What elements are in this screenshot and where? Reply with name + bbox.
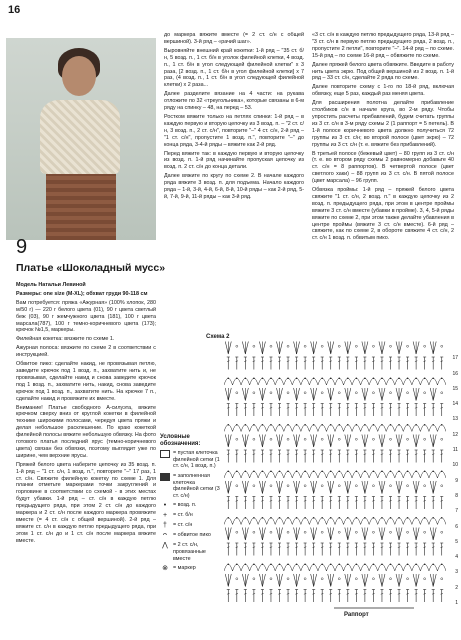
- legend-text: = ст. с/н: [173, 522, 193, 529]
- row-number: 15: [452, 385, 458, 392]
- text-column-2: [164, 32, 304, 332]
- empty-cell-icon: [160, 450, 170, 458]
- photo-skirt: [46, 174, 116, 240]
- row-number: 2: [455, 584, 458, 591]
- paragraph: Ажурная полоса: вязжите по схеме 2 в соответствии с инструкцией.: [16, 345, 156, 359]
- chart-row: [227, 543, 443, 556]
- text-column-1: [16, 282, 156, 634]
- legend-item: [160, 502, 222, 509]
- legend-text: = заполненная клеточка филейной сетки (3 ст. с/н): [173, 472, 220, 499]
- decrease-icon: ⋀: [162, 542, 168, 550]
- paragraph: В третьей полосе (бежевый цвет) – 80 групп из 3 ст. с/н (т. е. во втором ряду схемы 2 равномерно добавьте 40 ст. с/н = 8 раппортов). В четвертой полосе (цвет светлого хаки) – 88 групп из 3 ст. с/н. В пятой полосе (цвет марсала) – 96 групп.: [312, 150, 454, 185]
- row-number: 5: [455, 538, 458, 545]
- row-number: 4: [455, 554, 458, 561]
- legend-text: = 2 ст. с/н, провязанные вместе: [173, 542, 206, 562]
- chart-row: [227, 497, 443, 510]
- legend-text: = ст. б/н: [173, 512, 193, 519]
- row-number: 7: [455, 508, 458, 515]
- paragraph: Выровняйте внешний край кокетки: 1-й ряд – "35 ст. б/н, 5 возд. п., 1 ст. б/н в уголок филейной клетки, 4 возд. п., 1 ст. б/н в угол следующей филейной клетки" х 3 раза, [2 возд. п., 1 ст. б/н в угол филейной клетки] х 7 раз, (4 возд. п., 1 ст. б/н в угол следующей филейной клетки) x 2 раза...: [164, 47, 304, 89]
- photo-lace-top: [40, 100, 120, 174]
- article-number: 9: [16, 236, 28, 258]
- paragraph: «3 ст. с/н в каждую петлю предыдущего ряда, 13-й ряд – "3 ст. с/н в первую петлю предыдущего ряда, 2 возд. п., пропустите 2 петли", повторите "–". 14-й ряд – по схеме. 15-й ряд – по схеме 16-й ряд – обвяжите по схеме.: [312, 32, 454, 59]
- legend-title: Условные обозначения:: [160, 434, 201, 447]
- chart-row: [227, 590, 443, 603]
- sizes-line: Размеры: one size (M-XL); обхват груди 90-118 см: [16, 290, 148, 297]
- chart-row: [225, 342, 442, 355]
- paragraph: Далее пряжей белого цвета обвяжите. Введите в работу нить цвета экрю. Под общей вершиной из 2 возд. п. 1-й ряд – 33 ст. с/н, сделайте 2 ряда по схеме.: [312, 61, 454, 82]
- row-number: 14: [452, 401, 458, 408]
- paragraph: Пряжей белого цвета наберите цепочку из 35 возд. п. 1-й ряд – "1 ст. с/н, 1 возд. п.", повторите "–" 17 раз, 1 ст. с/н. Свяжите филейную кокетку по схеме 1. Для планки отметьте маркерами точки закруглений и горловине в соответствии со схемой - в этих местах будут убавки. 1-й ряд – ст. с/н в каждую петлю предыдущего ряда, при этом 2 ст. с/н до каждого маркера и 2 ст. с/н после каждого маркера провяжите вместе (= 4 ст. с/н с общей вершиной). 2-й ряд – вяжите ст. с/н в каждую петлю предыдущего ряда, при этом 1 ст. с/н до и 1 ст. с/н после маркера вяжите вместе.: [16, 461, 156, 544]
- legend: [160, 434, 222, 575]
- legend-text: = маркер: [173, 565, 196, 572]
- legend-item: [160, 565, 222, 572]
- legend-item: [160, 542, 222, 562]
- paragraph: Обвитое пико: сделайте накид, не провязывая петлю, заведите крючок под 1 возд. п., захватите нить и, не провязывая, сделайте накид и снова заведите крючок под 1 возд. п., захватите нить, накид, снова заведите крючок под 1 возд. п., захватите нить. На крючке 7 п., сделайте накид и провяжите их вместе.: [16, 361, 156, 402]
- row-number: 8: [455, 492, 458, 499]
- chart-row: [225, 388, 442, 401]
- paragraph: Перед вяжите так: в каждую первую и вторую цепочку из возд. п. 1-й ряд начинайте пропуская цепочку из возд. п. 2 ст. с/н до конца детали.: [164, 150, 304, 171]
- chart-row: [224, 517, 446, 525]
- scheme-label: Схема 2: [206, 334, 230, 340]
- chart-row: [225, 435, 442, 448]
- paragraph: Ростком вяжите только на петлях спинки: 1-й ряд – в каждую первую и вторую цепочку из 3 возд. п. – "2 ст. с/н, 3 возд. п., 2 ст. с/н", повторите "–" 4 ст. с/н, 2-й ряд – "1 ст. с/н", пропустите 1 возд. п.", повторите "–" до конца ряда, 3-4-й ряды – вяжите как 2-й ряд.: [164, 113, 304, 148]
- chart-row: [224, 377, 446, 385]
- chart-row: [224, 470, 446, 478]
- paragraph: Филейная кокетка: вязжите по схеме 1.: [16, 336, 115, 343]
- row-number: 11: [452, 447, 458, 453]
- model-photo: [6, 38, 156, 240]
- legend-item: [160, 532, 222, 539]
- chart-row: [227, 450, 443, 463]
- row-number: 1: [455, 600, 458, 606]
- row-number: 10: [452, 462, 458, 469]
- chart-row: [225, 528, 442, 541]
- legend-text: = пустая клеточка филейной сетки (1 ст. с/н, 1 возд. п.): [173, 450, 220, 470]
- page-number: 16: [8, 4, 21, 16]
- picot-icon: ᴖ: [163, 532, 167, 540]
- rapport-label: Раппорт: [344, 612, 369, 618]
- row-number: 9: [455, 477, 458, 484]
- paragraph: Обвязка проймы: 1-й ряд – пряжей белого цвета свяжите "1 ст. с/н, 2 возд. п." в каждую цепочку из 2 возд. п. предыдущего ряда, при этом в центре проймы вяжите 3 ст. с/н вместе (убавки в пройме). 3, 4, 5-й ряды вяжите по схеме 2, при этом также делайте убавления в центре проймы (вяжите 3 ст. с/н вместе). 6-й ряд – свяжите, как по схеме 2, в обороте свяжите 4 ст. с/н, 2 ст. с/н 1 возд. п. обвитым пико.: [312, 187, 454, 242]
- double-crochet-icon: †: [163, 522, 167, 530]
- row-number: 3: [455, 569, 458, 576]
- legend-item: [160, 450, 222, 470]
- row-number: 13: [452, 416, 458, 423]
- single-crochet-icon: +: [162, 512, 168, 520]
- article-title: Платье «Шоколадный мусс»: [16, 262, 166, 274]
- row-number: 16: [452, 370, 458, 377]
- paragraph: Для расширения полотна делайте прибавление столбиков с/н в начале круга, во 2-м ряду. Чтобы упростить расчеты прибавлений, будем считать группы из 3 ст. с/н в 3-м ряду схемы 2 (1 раппорт = 5 петель). В 1-й полосе коричневого цвета должно получиться 72 группы из 3 ст. с/н; во второй полосе (цвет экрю) – 72 группы из 3 ст. с/н (т. е. вяжите без прибавлений).: [312, 100, 454, 148]
- photo-head: [62, 56, 96, 96]
- row-number: 17: [452, 355, 458, 362]
- marker-icon: ⊗: [162, 565, 168, 573]
- author-line: Модель Натальи Левиной: [16, 282, 86, 288]
- paragraph: Далее вяжите по кругу по схеме 2. В начале каждого ряда вяжите 3 возд. п. для подъема. Начало каждого ряда – 1-й, 3-й, 4-й, 6-й, 8-й, 10-й ряды – как 2-й ряд, 5-й, 7-й, 9-й, 11-й ряды – как 3-й ряд.: [164, 173, 304, 200]
- legend-item: [160, 512, 222, 519]
- row-numbers: [446, 344, 460, 612]
- paragraph: Далее повторите схему с 1-го по 18-й ряд, включая обвязку, еще 5 раз, каждый раз меняя цвета.: [312, 84, 454, 98]
- chart-row: [227, 357, 443, 370]
- paragraph: Внимание! Платье свободного А-силуэта, вяжите крючком сверху вниз от круглой кокетки в филейной технике широкими полосами, чередуя цвета пряжи и делая небольшое расклешение. По краю кокеткой филейной полосы вяжите небольшую обвязку. На фото готового платья последний ярус (темно-коричневого цвета) связан без обвязки, поэтому выглядит уже по ширине, чем верхние ярусы.: [16, 404, 156, 459]
- chart-row: [225, 481, 442, 494]
- legend-text: = возд. п.: [173, 502, 197, 509]
- filled-cell-icon: [160, 473, 170, 481]
- paragraph: до маркера вяжите вместе (= 2 ст. с/н с общей вершиной). 3-й ряд – «рачий шаг».: [164, 32, 304, 45]
- row-number: 6: [455, 523, 458, 530]
- chain-stitch-icon: •: [163, 502, 167, 510]
- legend-item: [160, 473, 222, 499]
- chart-row: [225, 574, 442, 587]
- row-number: 12: [452, 431, 458, 438]
- text-column-3: [312, 32, 454, 332]
- chart-row: [227, 404, 443, 417]
- legend-item: [160, 522, 222, 529]
- paragraph: Вам потребуется: пряжа «Ажурная» (100% хлопок, 280 м/50 г) — 220 г белого цвета (01), 90 г цвета светлый беж (03), 90 г жемчужного цвета (181), 100 г цвета марсала(787), 100 г темно-коричневого цвета (173); крючок №1,5, маркеры.: [16, 299, 156, 334]
- chart-row: [224, 563, 446, 571]
- chart-row: [224, 424, 446, 432]
- legend-text: = обвитое пико: [173, 532, 211, 539]
- crochet-chart: [224, 340, 446, 612]
- paragraph: Далее разделите вязание на 4 части: на рукава отложите по 32 «треугольника», которые связаны в 6-м ряду на спинку – 48, на перед – 53.: [164, 91, 304, 112]
